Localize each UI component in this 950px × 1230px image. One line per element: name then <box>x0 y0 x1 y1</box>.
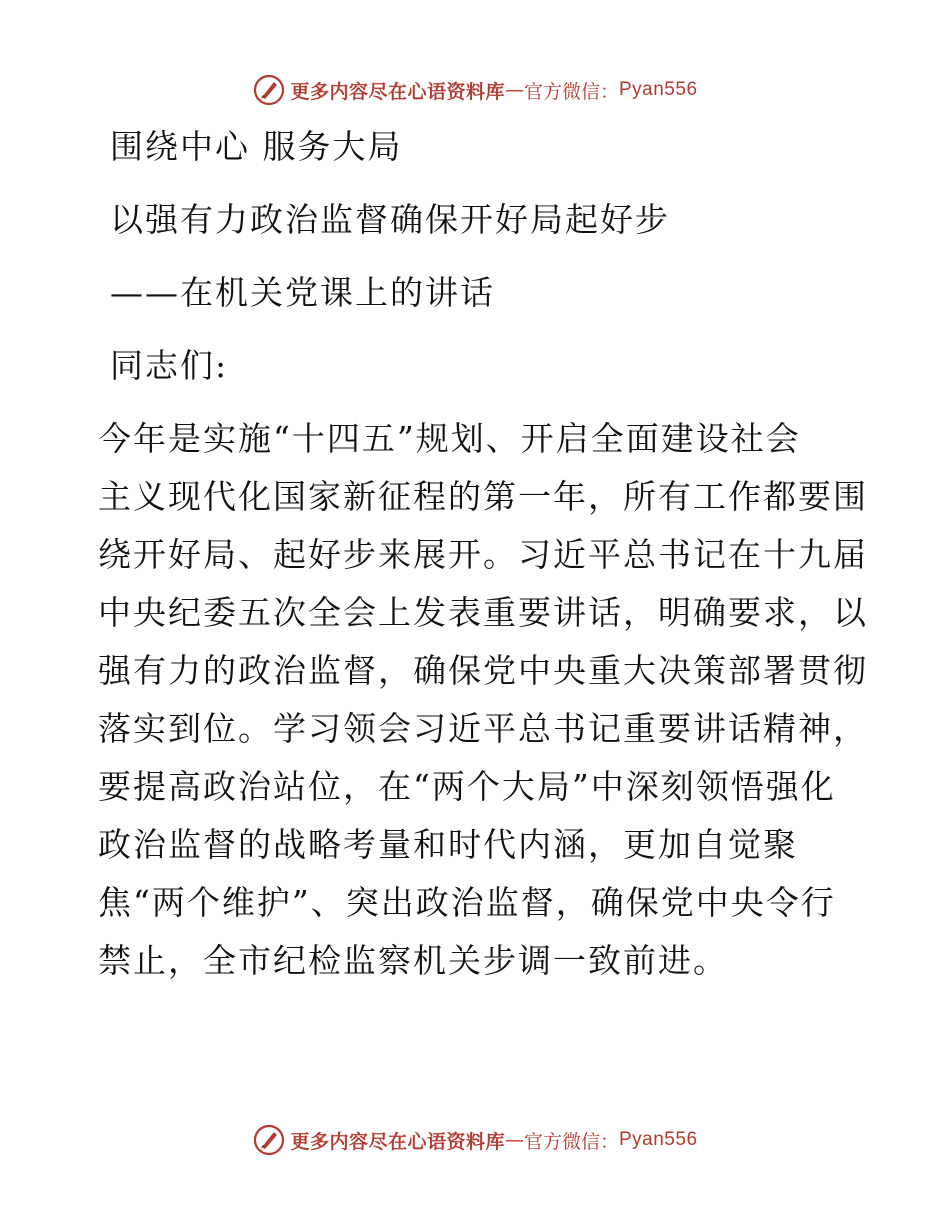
pen-logo-icon <box>252 1123 286 1157</box>
banner-brand-text: 更多内容尽在心语资料库 <box>290 80 505 103</box>
salutation: 同志们: <box>110 346 229 385</box>
banner-label: 官方微信： <box>523 1130 619 1153</box>
header-banner <box>0 70 950 110</box>
paragraph-line: 落实到位。学习领会习近平总书记重要讲话精神， <box>98 709 868 748</box>
banner-brand-text: 更多内容尽在心语资料库 <box>290 1130 505 1153</box>
paragraph-line: 焦“两个维护”、突出政治监督，确保党中央令行 <box>98 883 836 922</box>
title-line-1: 围绕中心 服务大局 <box>110 127 403 166</box>
paragraph-line: 要提高政治站位，在“两个大局”中深刻领悟强化 <box>98 767 836 806</box>
paragraph-line: 主义现代化国家新征程的第一年，所有工作都要围 <box>98 477 868 516</box>
paragraph-line: 绕开好局、起好步来展开。习近平总书记在十九届 <box>98 535 868 574</box>
paragraph-line: 中央纪委五次全会上发表重要讲话，明确要求，以 <box>98 593 868 632</box>
banner-wechat-id: Pyan556 <box>619 1129 698 1150</box>
subtitle: ——在机关党课上的讲话 <box>110 273 495 312</box>
footer-banner <box>0 1120 950 1160</box>
paragraph-line: 政治监督的战略考量和时代内涵，更加自觉聚 <box>98 825 798 864</box>
pen-logo-icon <box>252 73 286 107</box>
title-line-2: 以强有力政治监督确保开好局起好步 <box>110 200 670 239</box>
banner-separator: — <box>504 79 524 101</box>
paragraph-line: 禁止，全市纪检监察机关步调一致前进。 <box>98 941 728 980</box>
banner-label: 官方微信： <box>523 80 619 103</box>
paragraph-line: 强有力的政治监督，确保党中央重大决策部署贯彻 <box>98 651 868 690</box>
paragraph-line: 今年是实施“十四五”规划、开启全面建设社会 <box>98 419 801 458</box>
banner-wechat-id: Pyan556 <box>619 79 698 100</box>
body-paragraph <box>98 410 868 990</box>
banner-separator: — <box>504 1129 524 1151</box>
